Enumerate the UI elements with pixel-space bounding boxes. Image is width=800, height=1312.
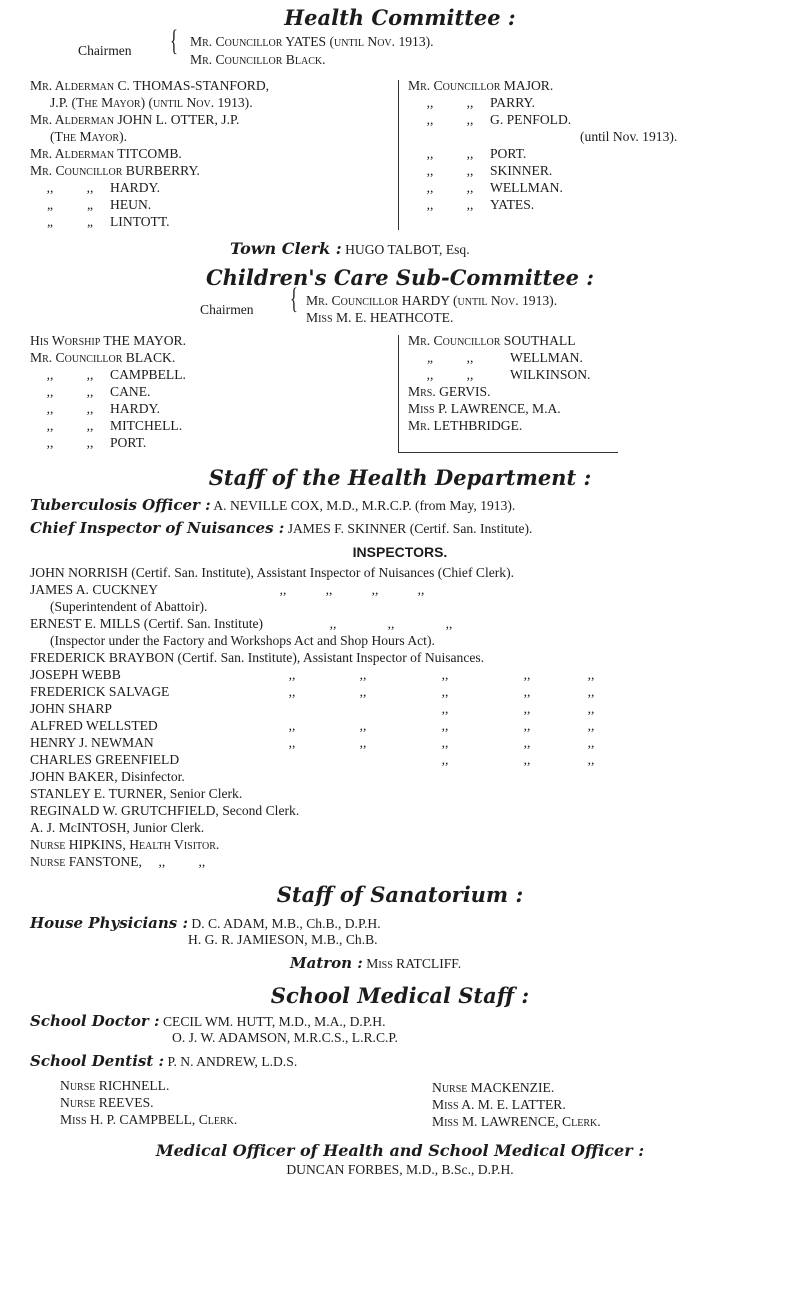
section-rule — [398, 452, 618, 453]
staff-line: Nurse FANSTONE, ,, ,, — [30, 854, 206, 869]
staff-line: (Inspector under the Factory and Workshops Act and Shop Hours Act). — [50, 633, 435, 648]
cc-member: Miss P. LAWRENCE, M.A. — [408, 401, 561, 416]
cc-member: „ ,, WELLMAN. — [426, 350, 583, 365]
hc-member: Mr. Alderman TITCOMB. — [30, 146, 182, 161]
hc-member: (until Nov. 1913). — [580, 129, 678, 144]
school-staff-member: Nurse RICHNELL. — [60, 1078, 170, 1093]
town-clerk-name: HUGO TALBOT, Esq. — [345, 242, 470, 257]
staff-line: A. J. McINTOSH, Junior Clerk. — [30, 820, 205, 835]
school-staff-member: Miss H. P. CAMPBELL, Clerk. — [60, 1112, 238, 1127]
cc-member: ,, ,, WILKINSON. — [426, 367, 591, 382]
hc-member: J.P. (The Mayor) (until Nov. 1913). — [50, 95, 253, 110]
hc-member: Mr. Councillor MAJOR. — [408, 78, 554, 93]
chief-inspector-name: JAMES F. SKINNER (Certif. San. Institute). — [287, 521, 533, 536]
town-clerk — [230, 241, 470, 258]
cc-member: ,, ,, PORT. — [46, 435, 147, 450]
hc-chairman-1: Mr. Councillor YATES (until Nov. 1913). — [190, 34, 434, 49]
inspectors-heading: INSPECTORS. — [352, 544, 448, 560]
staff-line: ERNEST E. MILLS (Certif. San. Institute) ,, ,, ,, — [30, 616, 453, 631]
staff-line: ALFRED WELLSTED ,, ,, ,, ,, ,, — [30, 718, 595, 733]
staff-line: CHARLES GREENFIELD ,, ,, ,, — [30, 752, 595, 767]
hc-chairman-2: Mr. Councillor Black. — [190, 52, 326, 67]
hc-member: Mr. Councillor BURBERRY. — [30, 163, 200, 178]
cc-member: ,, ,, HARDY. — [46, 401, 160, 416]
health-dept-heading: Staff of the Health Department : — [208, 465, 592, 490]
cc-chairman-2: Miss M. E. HEATHCOTE. — [306, 310, 454, 325]
hc-member: ,, ,, HARDY. — [46, 180, 160, 195]
tb-officer-label: Tuberculosis Officer : — [30, 496, 211, 514]
staff-line: FREDERICK BRAYBON (Certif. San. Institute), Assistant Inspector of Nuisances. — [30, 650, 485, 665]
moh-name: DUNCAN FORBES, M.D., B.Sc., D.P.H. — [286, 1162, 514, 1177]
matron-label: Matron : — [290, 954, 363, 972]
house-physician: D. C. ADAM, M.B., Ch.B., D.P.H. — [191, 916, 381, 931]
matron-name: Miss RATCLIFF. — [366, 956, 462, 971]
matron — [290, 955, 461, 972]
school-staff-member: Nurse REEVES. — [60, 1095, 154, 1110]
cc-member: ,, ,, CANE. — [46, 384, 151, 399]
hc-member: ,, ,, YATES. — [426, 197, 535, 212]
school-staff-member: Miss M. LAWRENCE, Clerk. — [432, 1114, 601, 1129]
hc-member: ,, ,, SKINNER. — [426, 163, 553, 178]
chief-inspector-label: Chief Inspector of Nuisances : — [30, 519, 285, 537]
tb-officer-name: A. NEVILLE COX, M.D., M.R.C.P. (from May, 1913). — [213, 498, 516, 513]
cc-member: Mr. LETHBRIDGE. — [408, 418, 523, 433]
hc-member: Mr. Alderman JOHN L. OTTER, J.P. — [30, 112, 240, 127]
staff-line: JOSEPH WEBB ,, ,, ,, ,, ,, — [30, 667, 595, 682]
health-committee-heading: Health Committee : — [284, 5, 516, 30]
school-staff-member: Nurse MACKENZIE. — [432, 1080, 555, 1095]
house-physician: H. G. R. JAMIESON, M.B., Ch.B. — [188, 932, 378, 947]
cc-member: Mrs. GERVIS. — [408, 384, 491, 399]
sanatorium-heading: Staff of Sanatorium : — [276, 882, 524, 907]
school-dentist-name: P. N. ANDREW, L.D.S. — [167, 1054, 298, 1069]
column-divider — [398, 335, 399, 453]
town-clerk-label: Town Clerk : — [230, 239, 342, 258]
cc-member: His Worship THE MAYOR. — [30, 333, 186, 348]
cc-chairmen-label: Chairmen — [200, 302, 254, 317]
staff-line: (Superintendent of Abattoir). — [50, 599, 208, 614]
childrens-care-heading: Children's Care Sub-Committee : — [205, 265, 595, 290]
school-dentist — [30, 1053, 297, 1070]
school-doctor-name: O. J. W. ADAMSON, M.R.C.S., L.R.C.P. — [172, 1030, 398, 1045]
hc-chairmen-label: Chairmen — [78, 43, 132, 58]
hc-member: ,, ,, G. PENFOLD. — [426, 112, 572, 127]
hc-member: „ „ HEUN. — [46, 197, 152, 212]
brace-icon: { — [290, 282, 298, 315]
hc-member: „ „ LINTOTT. — [46, 214, 170, 229]
brace-icon: { — [170, 24, 178, 57]
cc-member: Mr. Councillor SOUTHALL — [408, 333, 576, 348]
staff-line: JAMES A. CUCKNEY ,, ,, ,, ,, — [30, 582, 425, 597]
staff-line: JOHN SHARP ,, ,, ,, — [30, 701, 595, 716]
house-physicians — [30, 915, 381, 932]
staff-line: REGINALD W. GRUTCHFIELD, Second Clerk. — [30, 803, 300, 818]
hc-member: Mr. Alderman C. THOMAS-STANFORD, — [30, 78, 270, 93]
hc-member: ,, ,, PORT. — [426, 146, 527, 161]
cc-member: ,, ,, MITCHELL. — [46, 418, 183, 433]
cc-chairman-1: Mr. Councillor HARDY (until Nov. 1913). — [306, 293, 558, 308]
hc-member: ,, ,, WELLMAN. — [426, 180, 563, 195]
school-medical-heading: School Medical Staff : — [270, 983, 530, 1008]
school-dentist-label: School Dentist : — [30, 1052, 165, 1070]
staff-line: HENRY J. NEWMAN ,, ,, ,, ,, ,, — [30, 735, 595, 750]
hc-member: (The Mayor). — [50, 129, 127, 144]
school-staff-member: Miss A. M. E. LATTER. — [432, 1097, 566, 1112]
school-doctor-name: CECIL WM. HUTT, M.D., M.A., D.P.H. — [162, 1014, 386, 1029]
house-physicians-label: House Physicians : — [30, 914, 188, 932]
hc-member: ,, ,, PARRY. — [426, 95, 535, 110]
school-doctor-label: School Doctor : — [30, 1012, 160, 1030]
staff-line: STANLEY E. TURNER, Senior Clerk. — [30, 786, 243, 801]
staff-line: FREDERICK SALVAGE ,, ,, ,, ,, ,, — [30, 684, 595, 699]
staff-line: JOHN BAKER, Disinfector. — [30, 769, 185, 784]
staff-line: JOHN NORRISH (Certif. San. Institute), Assistant Inspector of Nuisances (Chief Clerk). — [30, 565, 515, 580]
staff-line: Nurse HIPKINS, Health Visitor. — [30, 837, 220, 852]
school-doctor — [30, 1013, 386, 1030]
moh-heading: Medical Officer of Health and School Medical Officer : — [155, 1141, 645, 1160]
tb-officer — [30, 497, 515, 514]
column-divider — [398, 80, 399, 230]
chief-inspector — [30, 520, 532, 537]
cc-member: ,, ,, CAMPBELL. — [46, 367, 186, 382]
cc-member: Mr. Councillor BLACK. — [30, 350, 176, 365]
